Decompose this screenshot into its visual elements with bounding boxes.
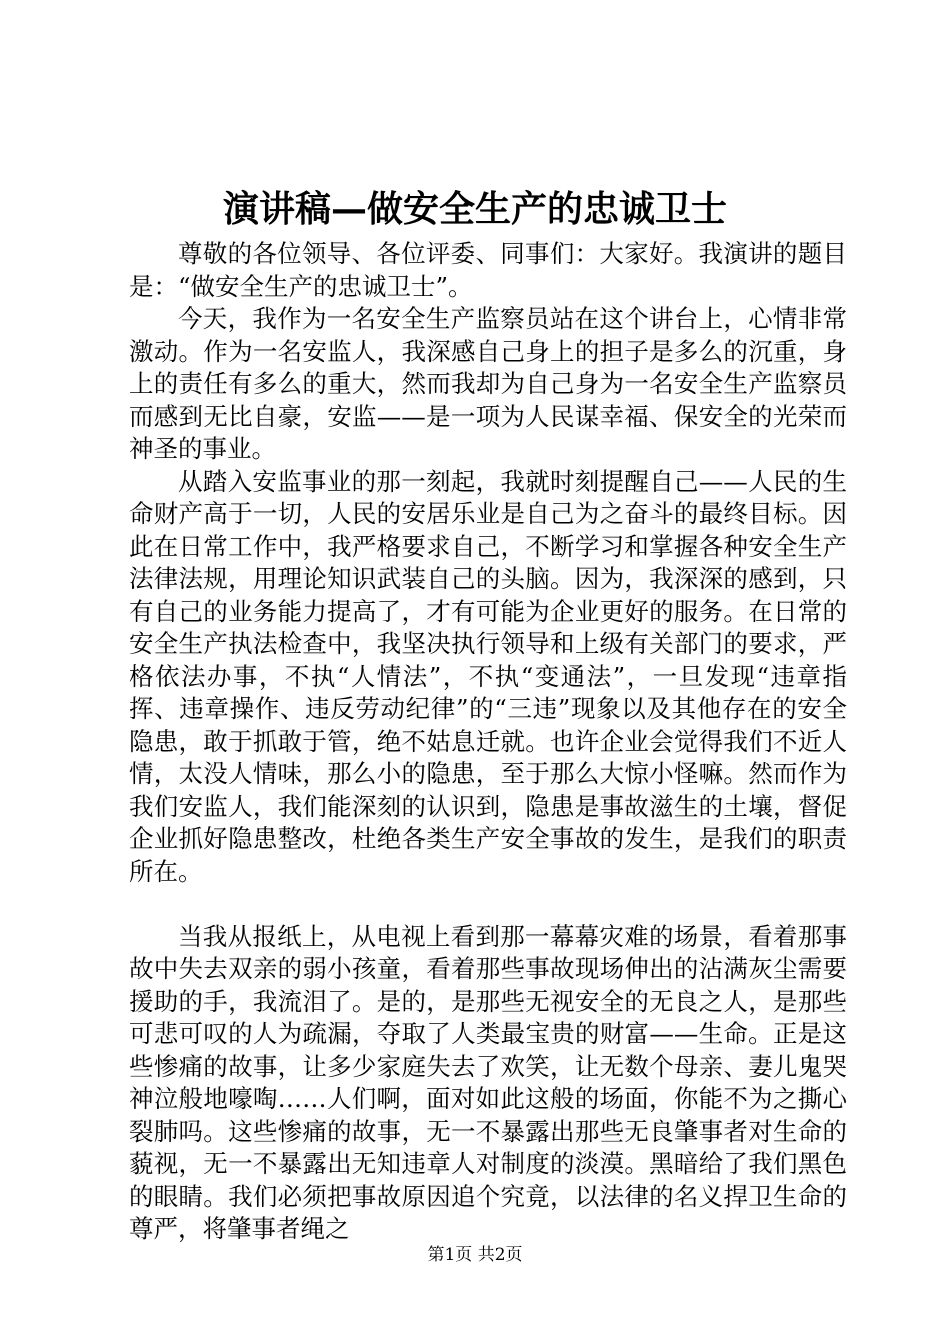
paragraph-spacer — [129, 888, 847, 921]
paragraph-work-duties: 从踏入安监事业的那一刻起，我就时刻提醒自己——人民的生命财产高于一切，人民的安居乐业是自己为之奋斗的最终目标。因此在日常工作中，我严格要求自己，不断学习和掌握各种安全生产法律法规，用理论知识武装自己的头脑。因为，我深深的感到，只有自己的业务能力提高了，才有可能为企业更好的服务。在日常的安全生产执法检查中，我坚决执行领导和上级有关部门的要求，严格依法办事，不执“人情法”，不执“变通法”，一旦发现“违章指挥、违章操作、违反劳动纪律”的“三违”现象以及其他存在的安全隐患，敢于抓敢于管，绝不姑息迁就。也许企业会觉得我们不近人情，太没人情味，那么小的隐患，至于那么大惊小怪嘛。然而作为我们安监人，我们能深刻的认识到，隐患是事故滋生的土壤，督促企业抓好隐患整改，杜绝各类生产安全事故的发生，是我们的职责所在。 — [129, 466, 847, 886]
document-body — [129, 238, 847, 1246]
paragraph-introduction: 今天，我作为一名安全生产监察员站在这个讲台上，心情非常激动。作为一名安监人，我深感自己身上的担子是多么的沉重，身上的责任有多么的重大，然而我却为自己身为一名安全生产监察员而感到无比自豪，安监——是一项为人民谋幸福、保安全的光荣而神圣的事业。 — [129, 304, 847, 463]
paragraph-disaster-reflection: 当我从报纸上，从电视上看到那一幕幕灾难的场景，看着那事故中失去双亲的弱小孩童，看着那些事故现场伸出的沾满灰尘需要援助的手，我流泪了。是的，是那些无视安全的无良之人，是那些可悲可叹的人为疏漏，夺取了人类最宝贵的财富——生命。正是这些惨痛的故事，让多少家庭失去了欢笑，让无数个母亲、妻儿鬼哭神泣般地嚎啕……人们啊，面对如此这般的场面，你能不为之撕心裂肺吗。这些惨痛的故事，无一不暴露出那些无良肇事者对生命的藐视，无一不暴露出无知违章人对制度的淡漠。黑暗给了我们黑色的眼睛。我们必须把事故原因追个究竟，以法律的名义捍卫生命的尊严，将肇事者绳之 — [129, 921, 847, 1243]
paragraph-greeting: 尊敬的各位领导、各位评委、同事们：大家好。我演讲的题目是：“做安全生产的忠诚卫士”。 — [129, 239, 847, 301]
page-number-footer: 第1页 共2页 — [427, 1245, 523, 1265]
document-title: 演讲稿—做安全生产的忠诚卫士 — [222, 188, 727, 230]
